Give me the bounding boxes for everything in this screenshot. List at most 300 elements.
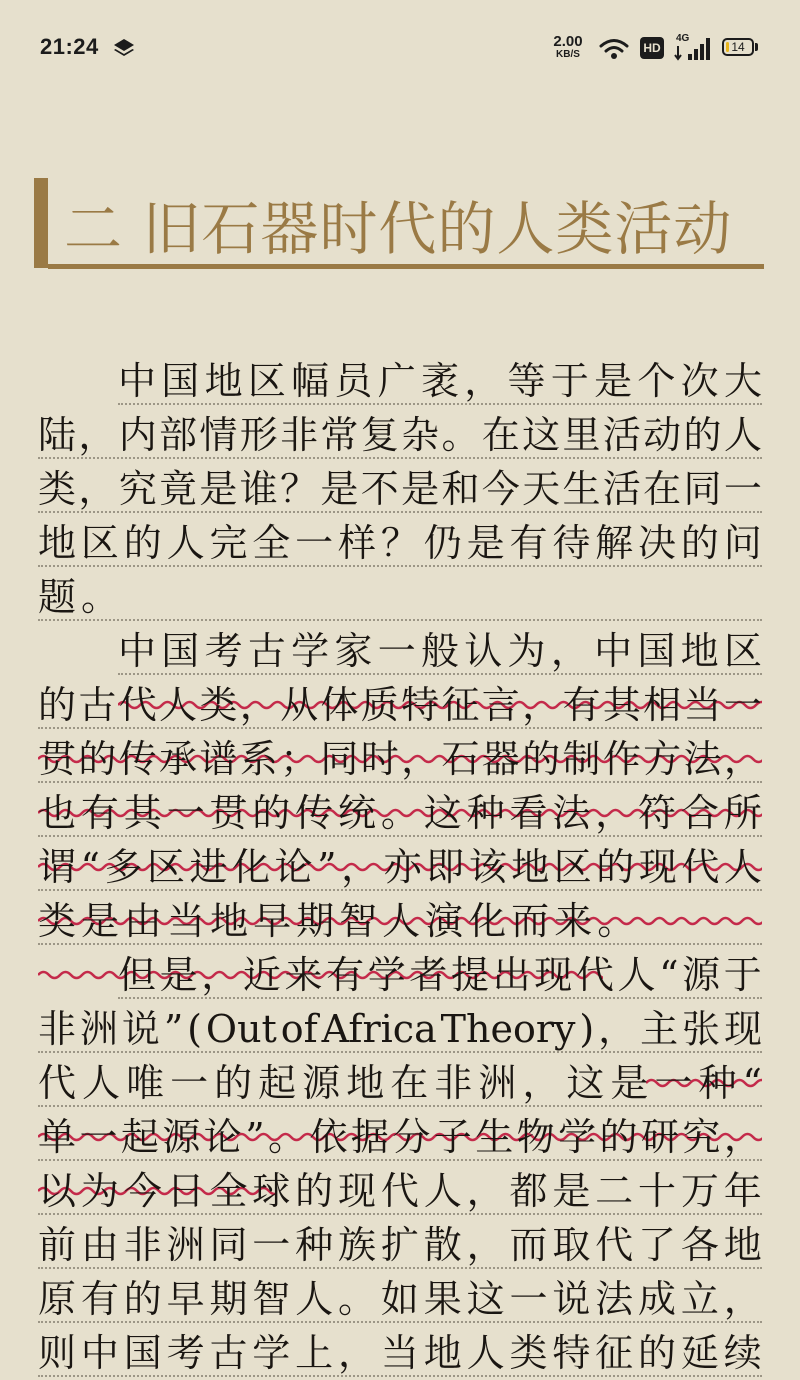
- text-char: 生: [475, 1115, 514, 1159]
- text-char: ，: [550, 629, 589, 673]
- text-char: 论: [274, 845, 313, 889]
- text-char: 提: [451, 953, 490, 997]
- text-char: 人: [466, 1331, 505, 1375]
- text-char: 统: [338, 791, 377, 835]
- text-char: 古: [78, 683, 117, 727]
- chapter-header: [34, 178, 764, 270]
- text-line[interactable]: [38, 1272, 762, 1326]
- text-char: 类: [38, 899, 77, 943]
- text-char: 起: [258, 1061, 297, 1105]
- text-char: 的: [38, 683, 77, 727]
- text-char: 这: [522, 413, 561, 457]
- text-char: 大: [723, 359, 762, 403]
- text-char: Theory: [440, 1007, 576, 1051]
- text-char: 是: [610, 1061, 649, 1105]
- text-char: 是: [159, 953, 198, 997]
- text-char: 一: [723, 683, 762, 727]
- text-char: 代: [38, 1061, 77, 1105]
- text-char: 员: [334, 359, 373, 403]
- text-char: 非: [280, 413, 319, 457]
- text-char: 演: [425, 899, 464, 943]
- text-char: 题: [38, 575, 77, 619]
- text-char: 者: [409, 953, 448, 997]
- text-char: 内: [118, 413, 157, 457]
- text-char: 生: [562, 467, 601, 511]
- text-char: 当: [683, 683, 722, 727]
- text-char: 球: [252, 1169, 291, 1213]
- text-char: 洲: [79, 1007, 118, 1051]
- text-char: 的: [599, 1115, 638, 1159]
- dotted-rule: [118, 997, 762, 999]
- text-char: 果: [423, 1277, 462, 1321]
- text-char: ，: [201, 953, 240, 997]
- text-char: 方: [643, 737, 682, 781]
- text-char: 究: [118, 467, 157, 511]
- text-char: ，: [723, 1277, 762, 1321]
- text-char: 区: [553, 845, 592, 889]
- text-char: 前: [38, 1223, 77, 1267]
- text-char: 亦: [383, 845, 422, 889]
- text-char: 这: [423, 791, 462, 835]
- text-line[interactable]: [38, 894, 762, 948]
- text-char: 但: [118, 953, 157, 997]
- text-char: 散: [423, 1223, 462, 1267]
- text-char: ，: [466, 1169, 505, 1213]
- text-char: 区: [80, 521, 119, 565]
- text-char: 的: [638, 1331, 677, 1375]
- text-char: ；: [280, 737, 319, 781]
- text-char: 一: [79, 1115, 118, 1159]
- text-char: 区: [247, 359, 286, 403]
- text-char: 是: [466, 521, 505, 565]
- text-char: 传: [118, 737, 157, 781]
- text-char: 。: [268, 1115, 307, 1159]
- text-char: 洲: [478, 1061, 517, 1105]
- text-char: 的: [123, 1277, 162, 1321]
- text-char: of: [280, 1007, 318, 1051]
- text-line[interactable]: [38, 1164, 762, 1218]
- text-char: 来: [554, 899, 593, 943]
- text-char: 近: [242, 953, 281, 997]
- text-char: 人: [723, 845, 762, 889]
- text-char: 有: [80, 791, 119, 835]
- text-char: 法: [683, 737, 722, 781]
- text-char: 特: [401, 683, 440, 727]
- text-char: “: [80, 845, 100, 889]
- text-char: 人: [166, 521, 205, 565]
- battery-tip: [755, 43, 758, 51]
- text-char: 符: [638, 791, 677, 835]
- text-char: 活: [602, 467, 641, 511]
- text-char: 考: [204, 629, 243, 673]
- text-line[interactable]: [38, 1218, 762, 1272]
- text-line[interactable]: [38, 462, 762, 516]
- text-char: 在: [481, 413, 520, 457]
- text-char: 一: [654, 1061, 693, 1105]
- text-char: 有: [326, 953, 365, 997]
- text-char: 化: [468, 899, 507, 943]
- text-char: 区: [147, 845, 186, 889]
- book-text[interactable]: [38, 354, 762, 1380]
- network-speed: [546, 34, 590, 60]
- text-char: 学: [367, 953, 406, 997]
- text-char: 区: [723, 629, 762, 673]
- text-char: 种: [466, 791, 505, 835]
- dotted-rule: [38, 565, 762, 567]
- text-char: 取: [552, 1223, 591, 1267]
- text-char: 等: [507, 359, 546, 403]
- text-char: 该: [468, 845, 507, 889]
- text-char: 中: [118, 359, 157, 403]
- text-char: 子: [433, 1115, 472, 1159]
- text-char: 早: [166, 1277, 205, 1321]
- text-char: 当: [167, 899, 206, 943]
- text-char: ，: [341, 845, 380, 889]
- text-char: 延: [680, 1331, 719, 1375]
- text-char: 源: [302, 1061, 341, 1105]
- text-char: 人: [423, 1169, 462, 1213]
- text-char: 天: [522, 467, 561, 511]
- text-char: 征: [595, 1331, 634, 1375]
- text-char: ，: [522, 1061, 561, 1105]
- text-char: 多: [104, 845, 143, 889]
- text-char: 代: [118, 683, 157, 727]
- text-char: 中: [80, 1331, 119, 1375]
- text-char: 杂: [401, 413, 440, 457]
- chapter-accent-bar: [34, 178, 48, 268]
- text-char: 由: [124, 899, 163, 943]
- text-char: 洲: [166, 1223, 205, 1267]
- dotted-rule: [118, 403, 762, 405]
- text-char: ，: [595, 791, 634, 835]
- text-char: 日: [166, 1169, 205, 1213]
- text-char: 一: [295, 521, 334, 565]
- text-char: 同: [209, 1223, 248, 1267]
- text-char: 部: [159, 413, 198, 457]
- text-char: 源: [162, 1115, 201, 1159]
- text-char: 族: [338, 1223, 377, 1267]
- text-char: 时: [360, 737, 399, 781]
- text-char: 说: [552, 1277, 591, 1321]
- text-char: 智: [252, 1277, 291, 1321]
- network-type-label: 4G: [676, 33, 690, 44]
- text-char: 二: [595, 1169, 634, 1213]
- text-line[interactable]: [38, 1002, 762, 1056]
- text-char: 以: [38, 1169, 77, 1213]
- text-char: 特: [552, 1331, 591, 1375]
- text-char: ？: [280, 467, 319, 511]
- text-char: 起: [120, 1115, 159, 1159]
- text-char: ，: [464, 359, 503, 403]
- text-char: 中: [118, 629, 157, 673]
- text-char: 在: [390, 1061, 429, 1105]
- text-line[interactable]: [38, 948, 762, 1002]
- text-char: ，: [338, 1331, 377, 1375]
- text-char: 为: [507, 629, 546, 673]
- text-char: 一: [170, 1061, 209, 1105]
- text-char: 从: [280, 683, 319, 727]
- status-time: 21:24: [40, 34, 99, 59]
- text-char: 代: [595, 1223, 634, 1267]
- text-char: 现: [638, 845, 677, 889]
- text-char: 非: [123, 1223, 162, 1267]
- text-char: 人: [382, 899, 421, 943]
- text-char: 论: [203, 1115, 242, 1159]
- text-char: 于: [723, 953, 762, 997]
- text-char: ，: [723, 737, 762, 781]
- text-line[interactable]: [38, 786, 762, 840]
- text-char: 据: [350, 1115, 389, 1159]
- text-char: ，: [466, 1223, 505, 1267]
- text-char: 非: [38, 1007, 77, 1051]
- network-speed-unit: KB/S: [556, 49, 580, 60]
- text-char: 种: [698, 1061, 737, 1105]
- wifi-icon: [599, 38, 629, 60]
- text-char: 早: [253, 899, 292, 943]
- text-char: 人: [159, 683, 198, 727]
- text-char: 是: [552, 1169, 591, 1213]
- text-char: 复: [360, 413, 399, 457]
- dotted-rule: [38, 1267, 762, 1269]
- text-char: 于: [550, 359, 589, 403]
- text-char: 地: [346, 1061, 385, 1105]
- text-char: 主: [640, 1007, 679, 1051]
- text-char: 。: [597, 899, 636, 943]
- text-char: 各: [680, 1223, 719, 1267]
- dotted-rule: [38, 1213, 762, 1215]
- text-char: 学: [558, 1115, 597, 1159]
- text-line[interactable]: [38, 570, 762, 624]
- text-char: 当: [380, 1331, 419, 1375]
- text-char: 有: [80, 1277, 119, 1321]
- text-char: 期: [209, 1277, 248, 1321]
- text-char: “: [659, 953, 679, 997]
- text-char: 人: [295, 1277, 334, 1321]
- text-char: 地: [723, 1223, 762, 1267]
- text-char: 常: [320, 413, 359, 457]
- dotted-rule: [38, 457, 762, 459]
- text-char: 种: [295, 1223, 334, 1267]
- text-char: ，: [522, 683, 561, 727]
- text-char: 的: [683, 413, 722, 457]
- text-char: ？: [380, 521, 419, 565]
- text-char: 是: [81, 899, 120, 943]
- text-line[interactable]: [38, 1110, 762, 1164]
- text-char: 次: [680, 359, 719, 403]
- text-char: 张: [682, 1007, 721, 1051]
- text-char: 贯: [209, 791, 248, 835]
- text-char: 现: [338, 1169, 377, 1213]
- text-char: 。: [441, 413, 480, 457]
- text-char: ，: [239, 683, 278, 727]
- text-char: ”: [317, 845, 337, 889]
- text-line[interactable]: [38, 732, 762, 786]
- text-char: 今: [123, 1169, 162, 1213]
- text-char: 谓: [38, 845, 77, 889]
- text-char: 所: [723, 791, 762, 835]
- text-char: Out: [205, 1007, 277, 1051]
- text-char: 认: [464, 629, 503, 673]
- text-char: (: [187, 1007, 202, 1051]
- dotted-rule: [38, 619, 762, 621]
- text-char: 非: [434, 1061, 473, 1105]
- text-char: 情: [199, 413, 238, 457]
- text-char: 一: [166, 791, 205, 835]
- dotted-rule: [38, 1375, 762, 1377]
- signal-icon: [674, 34, 710, 62]
- text-char: 仍: [423, 521, 462, 565]
- text-char: 形: [239, 413, 278, 457]
- text-char: 陆: [38, 413, 77, 457]
- text-char: 解: [595, 521, 634, 565]
- text-char: ，: [401, 737, 440, 781]
- status-bar: [0, 0, 800, 96]
- text-char: 同: [683, 467, 722, 511]
- text-char: 是: [199, 467, 238, 511]
- text-char: 法: [595, 1277, 634, 1321]
- text-char: 究: [682, 1115, 721, 1159]
- text-char: 原: [38, 1277, 77, 1321]
- text-char: 为: [80, 1169, 119, 1213]
- text-char: 出: [492, 953, 531, 997]
- text-char: ，: [598, 1007, 637, 1051]
- text-char: 也: [38, 791, 77, 835]
- text-char: ”: [163, 1007, 184, 1051]
- text-char: Africa: [321, 1007, 437, 1051]
- text-char: 中: [594, 629, 633, 673]
- text-char: 征: [441, 683, 480, 727]
- text-char: 动: [643, 413, 682, 457]
- text-char: 般: [420, 629, 459, 673]
- text-char: 国: [161, 629, 200, 673]
- text-char: 竟: [159, 467, 198, 511]
- text-char: 唯: [126, 1061, 165, 1105]
- text-char: 地: [680, 629, 719, 673]
- text-char: 里: [562, 413, 601, 457]
- layers-icon: [112, 36, 136, 60]
- text-char: 期: [296, 899, 335, 943]
- text-char: 研: [640, 1115, 679, 1159]
- text-char: 一: [252, 1223, 291, 1267]
- text-char: 立: [680, 1277, 719, 1321]
- text-char: 看: [509, 791, 548, 835]
- text-char: “: [742, 1061, 762, 1105]
- text-char: 源: [682, 953, 721, 997]
- text-line[interactable]: [38, 354, 762, 408]
- text-char: 全: [209, 1169, 248, 1213]
- text-char: 成: [638, 1277, 677, 1321]
- text-char: 器: [481, 737, 520, 781]
- text-line[interactable]: [38, 678, 762, 732]
- text-char: 谱: [199, 737, 238, 781]
- text-char: 系: [239, 737, 278, 781]
- text-char: 。: [81, 575, 120, 619]
- text-char: 其: [602, 683, 641, 727]
- text-char: 不: [360, 467, 399, 511]
- text-char: 年: [723, 1169, 762, 1213]
- text-char: 全: [252, 521, 291, 565]
- text-char: 国: [637, 629, 676, 673]
- text-char: 学: [252, 1331, 291, 1375]
- text-char: 活: [602, 413, 641, 457]
- text-char: 国: [161, 359, 200, 403]
- text-char: 的: [214, 1061, 253, 1105]
- text-char: 家: [334, 629, 373, 673]
- text-char: 合: [680, 791, 719, 835]
- text-char: 化: [232, 845, 271, 889]
- text-char: 单: [38, 1115, 77, 1159]
- battery-icon: [722, 38, 754, 56]
- text-line[interactable]: [38, 1326, 762, 1380]
- text-char: 物: [516, 1115, 555, 1159]
- text-char: 古: [209, 1331, 248, 1375]
- text-char: 而: [511, 899, 550, 943]
- text-line[interactable]: [38, 408, 762, 462]
- text-char: 的: [295, 1169, 334, 1213]
- text-char: 个: [637, 359, 676, 403]
- text-char: 的: [123, 521, 162, 565]
- text-line[interactable]: [38, 624, 762, 678]
- text-line[interactable]: [38, 516, 762, 570]
- text-line[interactable]: [38, 840, 762, 894]
- text-char: 类: [38, 467, 77, 511]
- text-char: ，: [78, 413, 117, 457]
- text-char: 广: [377, 359, 416, 403]
- text-char: 人: [723, 413, 762, 457]
- text-char: 现: [723, 1007, 762, 1051]
- text-char: 相: [643, 683, 682, 727]
- text-line[interactable]: [38, 1056, 762, 1110]
- text-char: 一: [723, 467, 762, 511]
- text-char: 由: [80, 1223, 119, 1267]
- text-char: 考: [166, 1331, 205, 1375]
- text-char: 。: [380, 791, 419, 835]
- text-char: 样: [338, 521, 377, 565]
- dotted-rule: [38, 1321, 762, 1323]
- text-char: 有: [509, 521, 548, 565]
- text-char: 言: [481, 683, 520, 727]
- text-char: 了: [638, 1223, 677, 1267]
- text-char: 地: [511, 845, 550, 889]
- text-char: 人: [617, 953, 656, 997]
- text-char: 制: [562, 737, 601, 781]
- text-char: 如: [380, 1277, 419, 1321]
- text-char: 代: [575, 953, 614, 997]
- text-char: 体: [320, 683, 359, 727]
- text-char: 。: [338, 1277, 377, 1321]
- text-char: 石: [441, 737, 480, 781]
- text-char: 法: [552, 791, 591, 835]
- text-char: 代: [380, 1169, 419, 1213]
- chapter-title: 二 旧石器时代的人类活动: [64, 195, 733, 263]
- text-char: 在: [643, 467, 682, 511]
- dotted-rule: [38, 511, 762, 513]
- text-char: 地: [210, 899, 249, 943]
- text-char: 的: [596, 845, 635, 889]
- text-char: 和: [441, 467, 480, 511]
- text-char: 地: [204, 359, 243, 403]
- text-char: 续: [723, 1331, 762, 1375]
- text-char: 人: [82, 1061, 121, 1105]
- text-char: 地: [38, 521, 77, 565]
- text-char: 地: [423, 1331, 462, 1375]
- text-char: 是: [401, 467, 440, 511]
- text-char: 一: [377, 629, 416, 673]
- text-char: 是: [320, 467, 359, 511]
- text-char: ”: [245, 1115, 265, 1159]
- text-char: 这: [566, 1061, 605, 1105]
- text-char: 谁: [239, 467, 278, 511]
